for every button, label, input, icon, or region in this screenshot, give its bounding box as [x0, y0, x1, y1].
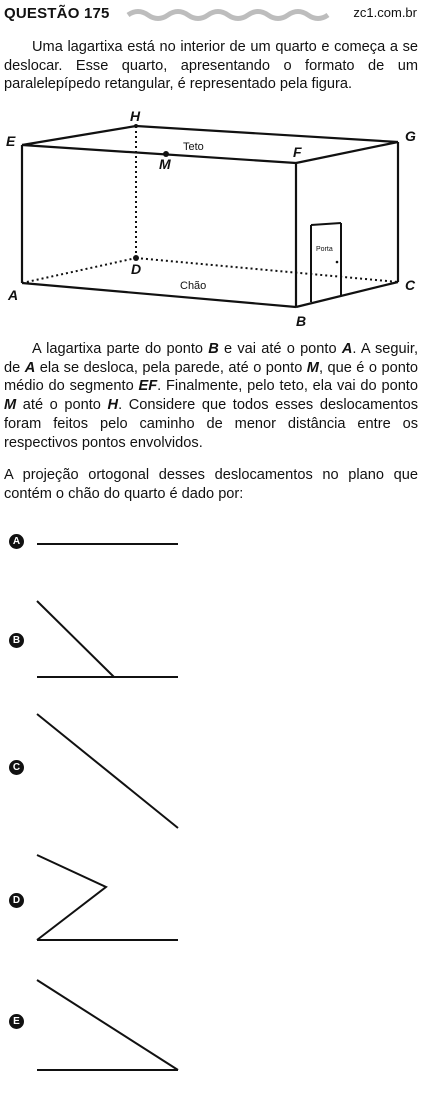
option-a-figure[interactable] [0, 520, 424, 570]
body-text-7: até o ponto [16, 397, 108, 414]
body-text-2: e vai até o ponto [218, 341, 342, 357]
label-B: B [296, 313, 307, 329]
question-header [0, 0, 424, 30]
option-c-figure[interactable] [0, 705, 424, 835]
label-M: M [159, 156, 171, 172]
option-e-figure[interactable] [0, 970, 424, 1080]
room-figure [0, 106, 424, 334]
option-b-bullet[interactable]: B [9, 633, 24, 648]
body-text-1: A lagartixa parte do ponto [32, 341, 209, 357]
point-ref-H: H [107, 397, 119, 414]
edge-AB [22, 283, 296, 307]
question-title: QUESTÃO 175 [4, 5, 110, 22]
edge-AD [22, 258, 136, 283]
point-ref-A2: A [24, 359, 36, 376]
segment-ref-EF: EF [138, 378, 158, 395]
label-porta: Porta [316, 246, 333, 253]
body-text-4: ela se desloca, pela parede, até o ponto [35, 359, 307, 376]
site-watermark: zc1.com.br [353, 5, 417, 20]
label-C: C [405, 277, 416, 293]
point-ref-A: A [341, 341, 353, 357]
body-text-5: , que é o ponto médio do segmento [4, 359, 419, 395]
question-prompt [4, 466, 418, 503]
edge-EH [22, 126, 136, 145]
label-F: F [293, 144, 302, 160]
point-ref-B: B [208, 341, 219, 357]
label-H: H [130, 108, 141, 124]
label-teto: Teto [183, 141, 204, 153]
intro-paragraph [4, 38, 418, 94]
option-c-bullet[interactable]: C [9, 760, 24, 775]
edge-GF [296, 142, 398, 163]
wave-divider [126, 6, 336, 24]
body-text-3: . A seguir, de [4, 341, 418, 376]
option-b-figure[interactable] [0, 590, 424, 690]
point-H [134, 124, 138, 128]
body-text-6: . Finalmente, pelo teto, ela vai do ponto [157, 378, 418, 395]
intro-text: Uma lagartixa está no interior de um quarto e começa a se deslocar. Esse quarto, apresentando o formato de um paralelepípedo retangular, é representado pela figura. [4, 39, 418, 93]
point-ref-M: M [306, 359, 319, 376]
option-d-bullet[interactable]: D [9, 893, 24, 908]
label-E: E [6, 133, 16, 149]
body-paragraph [4, 340, 418, 452]
body-text-8: . Considere que todos esses deslocamentos foram feitos pelo caminho de menor distância entre os respectivos pontos envolvidos. [4, 397, 418, 451]
label-G: G [405, 128, 416, 144]
prompt-text: A projeção ortogonal desses deslocamentos no plano que contém o chão do quarto é dado por: [4, 467, 418, 502]
label-chao: Chão [180, 280, 207, 292]
edge-DC [136, 258, 398, 282]
option-a-bullet[interactable]: A [9, 534, 24, 549]
point-ref-M2: M [4, 397, 17, 414]
option-d-figure[interactable] [0, 845, 424, 950]
edge-HG [136, 126, 398, 142]
label-D: D [131, 261, 142, 277]
door-knob [336, 261, 339, 264]
option-e-bullet[interactable]: E [9, 1014, 24, 1029]
label-A: A [8, 287, 19, 303]
